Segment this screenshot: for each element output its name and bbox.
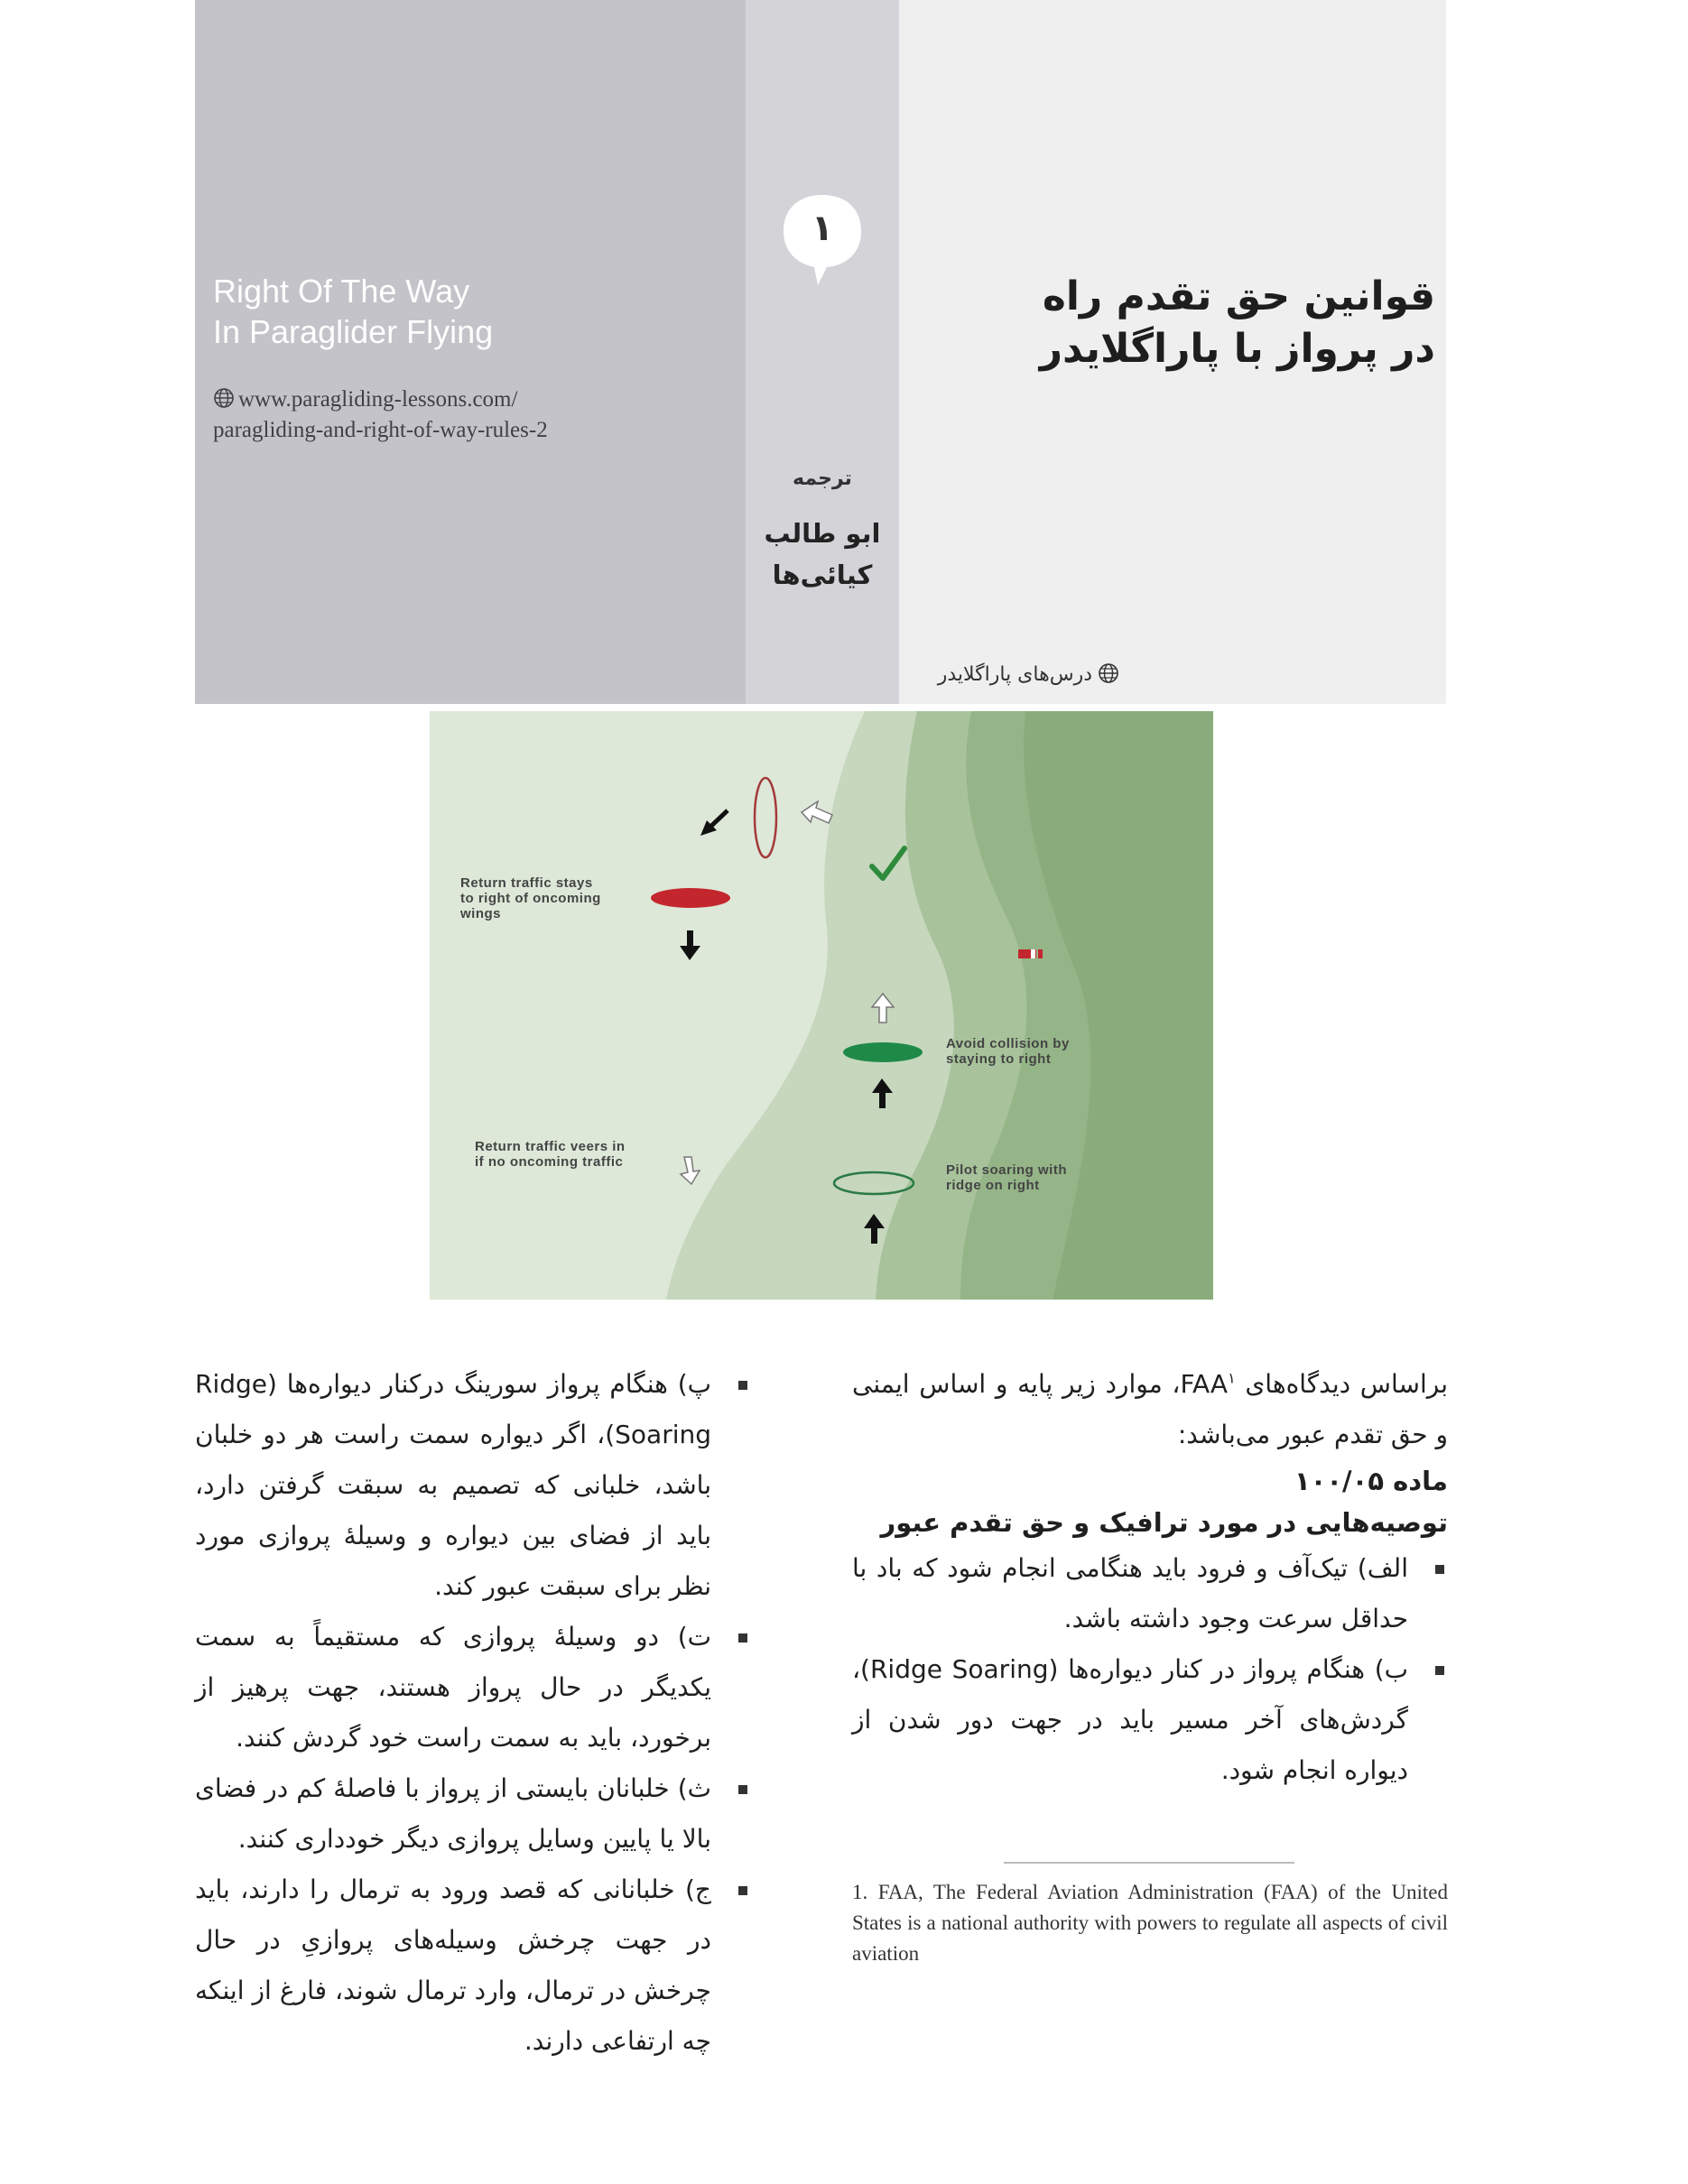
persian-title-line-1: قوانین حق تقدم راه — [1042, 273, 1435, 319]
source-url[interactable] — [213, 384, 719, 446]
article-number: ۱ — [811, 208, 834, 249]
globe-icon — [213, 387, 235, 409]
persian-site-text: درس‌های پاراگلایدر — [937, 663, 1092, 686]
english-title — [213, 271, 719, 352]
left-bullet-list — [195, 1359, 751, 2067]
list-item: ت) دو وسیلۀ پروازی که مستقیماً به سمت یکدیگر در حال پرواز هستند، جهت پرهیز از برخورد، باید به سمت راست خود گردش کنند. — [195, 1612, 751, 1763]
red-wing — [651, 888, 730, 908]
left-column — [195, 1359, 751, 2067]
list-item: ج) خلبانانی که قصد ورود به ترمال را دارند، باید در جهت چرخش وسیله‌های پروازیِ در حال چرخش در ترمال، وارد ترمال شوند، فارغ از اینکه چه ارتفاعی دارند. — [195, 1865, 751, 2067]
persian-title-line-2: در پرواز با پاراگلایدر — [1039, 326, 1435, 372]
url-line-2: paragliding-and-right-of-way-rules-2 — [213, 418, 548, 442]
list-item: ب) هنگام پرواز در کنار دیواره‌ها (Ridge Soaring)، گردش‌های آخر مسیر باید در جهت دور شدن از دیواره انجام شود. — [852, 1644, 1448, 1796]
persian-site-link[interactable] — [903, 662, 1119, 686]
label-return-traffic-veers: Return traffic veers in if no oncoming traffic — [475, 1139, 626, 1170]
persian-title — [921, 271, 1435, 375]
english-title-line-2: In Paraglider Flying — [213, 313, 494, 350]
translator-name-line-2: کیائی‌ها — [772, 560, 873, 590]
ridge-soaring-diagram — [430, 711, 1213, 1300]
section-subheading: توصیه‌هایی در مورد ترافیک و حق تقدم عبور — [880, 1507, 1448, 1538]
header-gray-panel — [195, 0, 746, 704]
right-bullet-list — [852, 1543, 1448, 1796]
footnote-divider — [1004, 1862, 1294, 1864]
url-line-1: www.paragliding-lessons.com/ — [238, 387, 518, 412]
footnote: 1. FAA, The Federal Aviation Administration (FAA) of the United States is a national authority with powers to regulate all aspects of civil aviation — [852, 1881, 1448, 1965]
article-number-heading: ماده ۱۰۰/۰۵ — [1294, 1466, 1448, 1496]
label-pilot-soaring: Pilot soaring with ridge on right — [946, 1162, 1068, 1193]
globe-icon — [1098, 662, 1119, 684]
ridge-soaring-illustration — [430, 711, 1213, 1300]
windsock-icon — [1018, 949, 1043, 958]
label-avoid-collision: Avoid collision by staying to right — [946, 1036, 1070, 1067]
header-middle-panel — [746, 0, 899, 704]
translator-label: ترجمه — [793, 467, 852, 490]
list-item: پ) هنگام پرواز سورینگ درکنار دیواره‌ها (Ridge Soaring)، اگر دیواره سمت راست هر دو خلبان باشد، خلبانی که تصمیم به سبقت گرفتن دارد، باید از فضای بین دیواره و وسیلۀ پروازی مورد نظر برای سبقت عبور کند. — [195, 1359, 751, 1612]
intro-paragraph: براساس دیدگاه‌های FAA$^۱$، موارد زیر پایه و اساس ایمنی و حق تقدم عبور می‌باشد: — [852, 1369, 1448, 1449]
translator-name-line-1: ابو طالب — [764, 518, 881, 549]
footnote-ref[interactable]: ۱ — [1228, 1369, 1236, 1387]
translator-name — [746, 513, 899, 596]
right-column — [852, 1359, 1448, 1796]
list-item: الف) تیک‌آف و فرود باید هنگامی انجام شود که باد با حداقل سرعت وجود داشته باشد. — [852, 1543, 1448, 1644]
green-wing — [843, 1042, 923, 1062]
label-return-traffic-stays: Return traffic stays to right of oncoming wings — [460, 875, 601, 921]
english-title-line-1: Right Of The Way — [213, 273, 470, 310]
article-number-badge — [782, 191, 863, 289]
list-item: ث) خلبانان بایستی از پرواز با فاصلۀ کم در فضای بالا یا پایین وسایل پروازی دیگر خودداری کنند. — [195, 1763, 751, 1865]
